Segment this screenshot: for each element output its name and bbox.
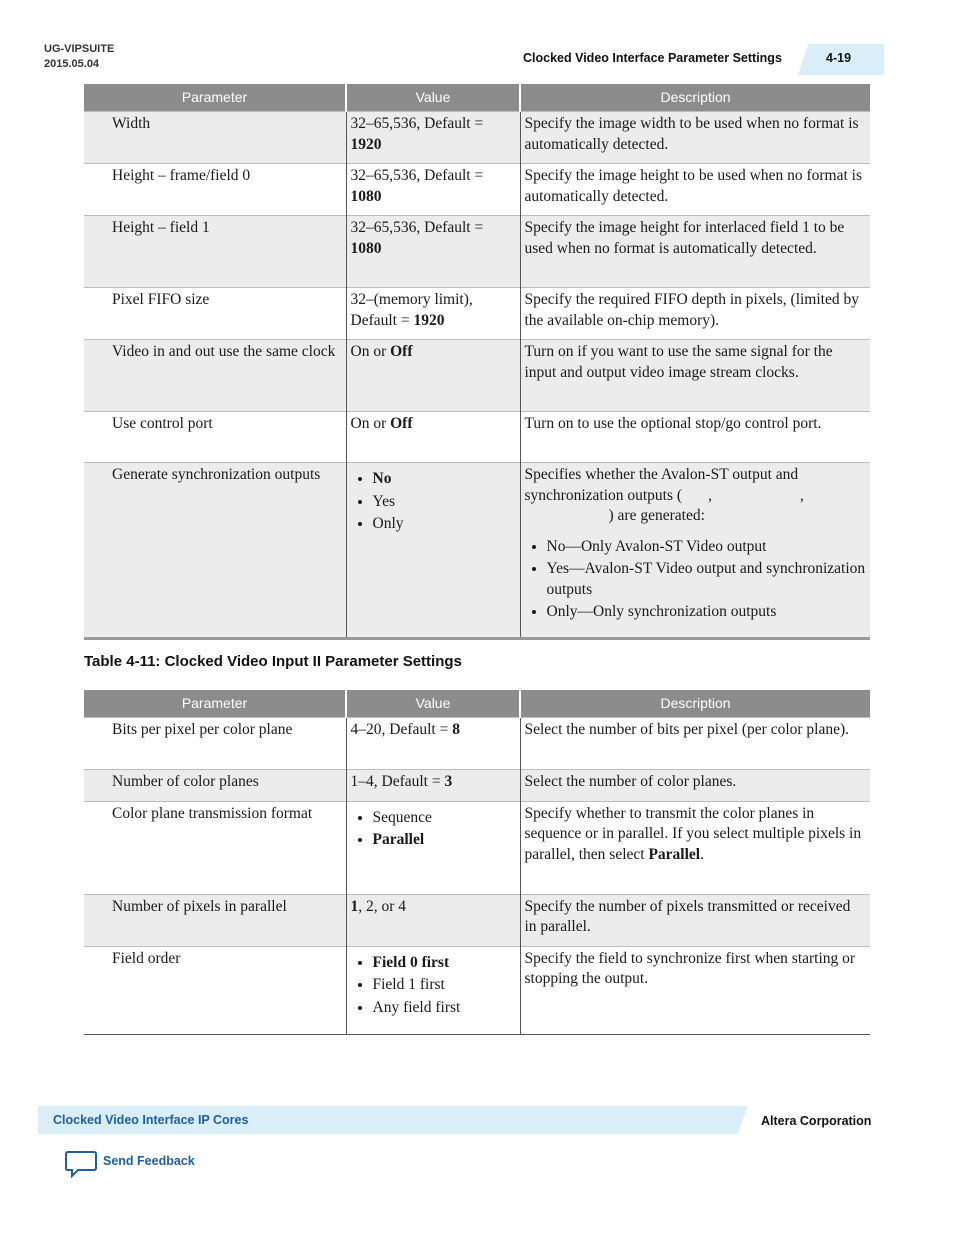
table-row [84, 412, 870, 463]
value-cell: 32–65,536, Default = 1080 [346, 164, 520, 216]
param-cell: Field order [84, 946, 346, 1034]
col-header-value: Value [346, 84, 520, 112]
param-cell: Pixel FIFO size [84, 288, 346, 340]
send-feedback-link[interactable]: Send Feedback [103, 1154, 195, 1168]
table-row [84, 216, 870, 288]
param-cell: Video in and out use the same clock [84, 340, 346, 412]
desc-cell: Specify the field to synchronize first when starting or stopping the output. [520, 946, 870, 1034]
value-cell: On or Off [346, 412, 520, 463]
value-cell: 4–20, Default = 8 [346, 718, 520, 770]
table-row [84, 340, 870, 412]
param-cell: Number of pixels in parallel [84, 894, 346, 946]
desc-cell: Specify the image width to be used when no format is automatically detected. [520, 112, 870, 164]
col-header-value: Value [346, 690, 520, 718]
param-cell: Generate synchronization outputs [84, 463, 346, 639]
table-row-sync-outputs [84, 463, 870, 639]
option-list [351, 953, 516, 1019]
option-list [351, 469, 516, 535]
table-row [84, 164, 870, 216]
table-header-row [84, 690, 870, 718]
col-header-description: Description [520, 84, 870, 112]
doc-id-block [44, 42, 114, 72]
param-cell: Number of color planes [84, 770, 346, 802]
param-cell: Use control port [84, 412, 346, 463]
option-item: • Field 0 first [373, 953, 516, 974]
footer-chapter-link[interactable]: Clocked Video Interface IP Cores [53, 1113, 249, 1127]
value-cell: 32–65,536, Default = 1920 [346, 112, 520, 164]
desc-cell: Specify whether to transmit the color planes in sequence or in parallel. If you select multiple pixels in parallel, then select Parallel. [520, 801, 870, 894]
table-caption: Table 4-11: Clocked Video Input II Parameter Settings [84, 653, 462, 670]
value-cell [346, 946, 520, 1034]
option-item: • Yes [373, 492, 516, 513]
desc-cell: Specify the required FIFO depth in pixels, (limited by the available on-chip memory). [520, 288, 870, 340]
table-header-row [84, 84, 870, 112]
table-row [84, 946, 870, 1034]
desc-cell: Specifies whether the Avalon-ST output and synchronization outputs ( , , ) are generated: • No—Only Avalon-ST Video output • Yes—Avalon-ST Video output and synchronization outputs • Only—Only synchronization outputs [520, 463, 870, 639]
parameter-table-continued [84, 84, 870, 640]
value-cell [346, 463, 520, 639]
desc-cell: Specify the image height for interlaced field 1 to be used when no format is automatically detected. [520, 216, 870, 288]
value-cell: 1, 2, or 4 [346, 894, 520, 946]
param-cell: Width [84, 112, 346, 164]
desc-bullet: • Yes—Avalon-ST Video output and synchronization outputs [547, 559, 867, 600]
value-cell: 1–4, Default = 3 [346, 770, 520, 802]
desc-cell: Specify the number of pixels transmitted or received in parallel. [520, 894, 870, 946]
col-header-parameter: Parameter [84, 690, 346, 718]
option-item: • Field 1 first [373, 975, 516, 996]
table-row [84, 718, 870, 770]
desc-cell: Turn on if you want to use the same signal for the input and output video image stream clocks. [520, 340, 870, 412]
option-list [351, 808, 516, 851]
param-cell: Height – field 1 [84, 216, 346, 288]
option-item: • Parallel [373, 830, 516, 851]
col-header-parameter: Parameter [84, 84, 346, 112]
value-cell [346, 801, 520, 894]
parameter-table-cvi-ii [84, 690, 870, 1035]
desc-cell: Select the number of bits per pixel (per color plane). [520, 718, 870, 770]
table-row [84, 801, 870, 894]
desc-cell: Select the number of color planes. [520, 770, 870, 802]
value-cell: On or Off [346, 340, 520, 412]
option-item: • Only [373, 514, 516, 535]
col-header-description: Description [520, 690, 870, 718]
table-row [84, 288, 870, 340]
table-row [84, 770, 870, 802]
speech-bubble-icon[interactable] [65, 1150, 97, 1178]
value-cell: 32–65,536, Default = 1080 [346, 216, 520, 288]
param-cell: Bits per pixel per color plane [84, 718, 346, 770]
page-number: 4-19 [826, 51, 852, 65]
option-item: • Sequence [373, 808, 516, 829]
desc-bullet: • Only—Only synchronization outputs [547, 602, 867, 623]
option-item: • Any field first [373, 998, 516, 1019]
option-item: • No [373, 469, 516, 490]
desc-cell: Specify the image height to be used when no format is automatically detected. [520, 164, 870, 216]
param-cell: Height – frame/field 0 [84, 164, 346, 216]
table-row [84, 894, 870, 946]
table-row [84, 112, 870, 164]
doc-id: UG-VIPSUITE [44, 43, 115, 55]
value-cell: 32–(memory limit), Default = 1920 [346, 288, 520, 340]
desc-cell: Turn on to use the optional stop/go control port. [520, 412, 870, 463]
section-title: Clocked Video Interface Parameter Settings [523, 51, 782, 65]
desc-bullet-list [525, 537, 867, 623]
desc-bullet: • No—Only Avalon-ST Video output [547, 537, 867, 558]
footer-company: Altera Corporation [761, 1114, 872, 1128]
doc-date: 2015.05.04 [44, 58, 100, 70]
param-cell: Color plane transmission format [84, 801, 346, 894]
